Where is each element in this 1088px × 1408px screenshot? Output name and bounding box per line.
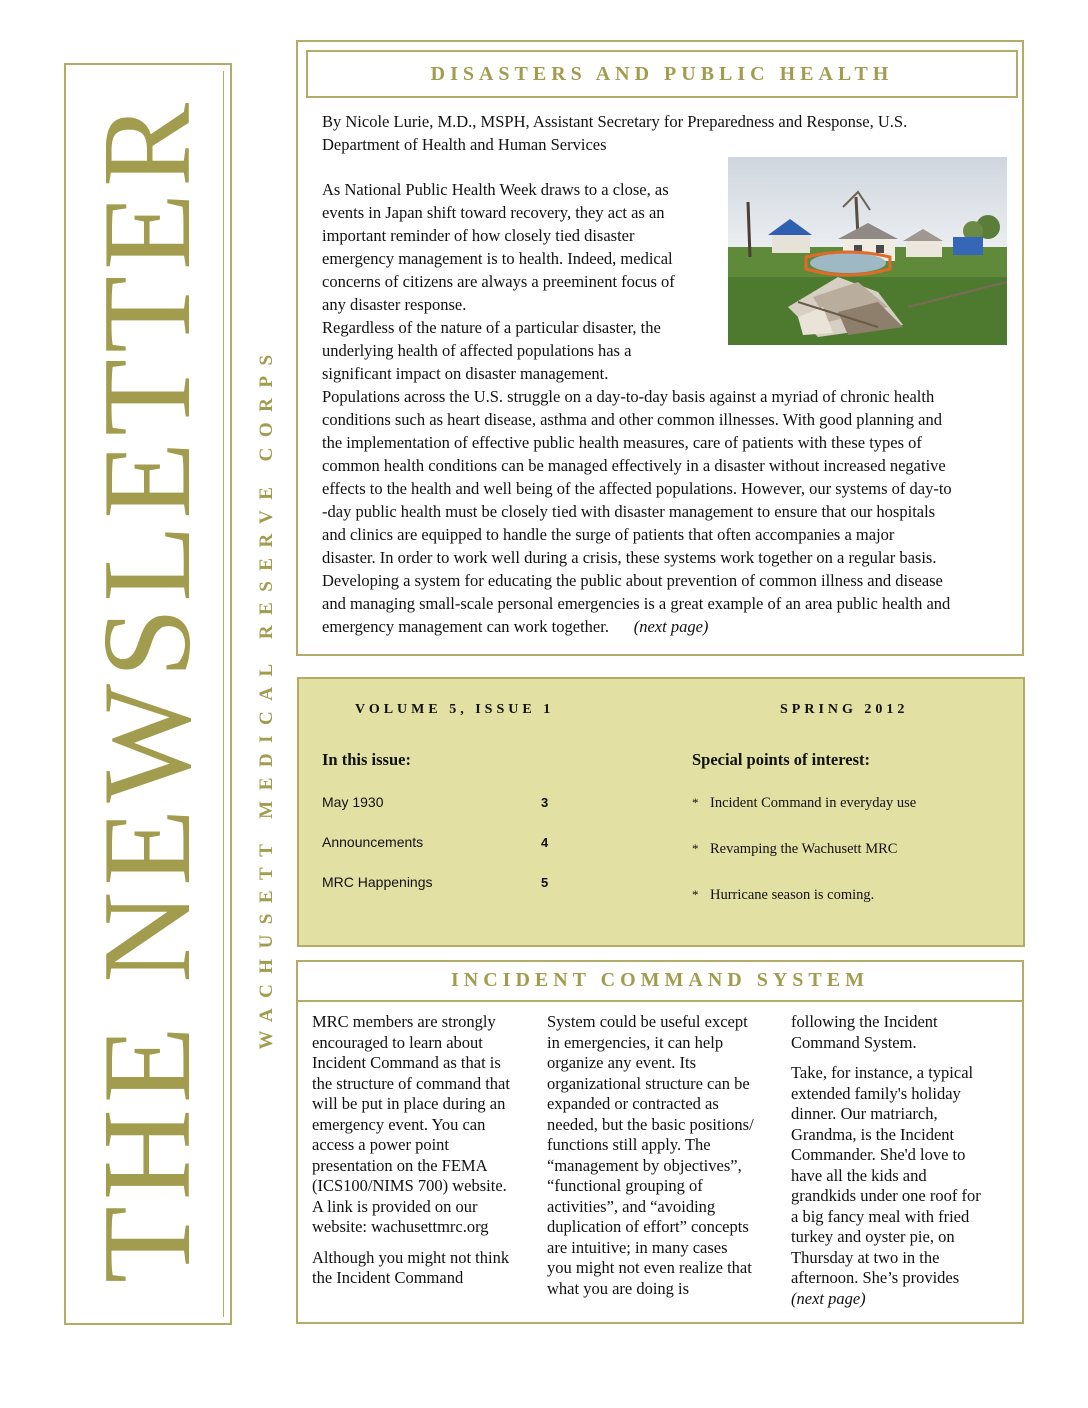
body-line: Although you might not think <box>312 1247 510 1267</box>
body-line: encouraged to learn about <box>312 1032 483 1052</box>
point-of-interest <box>692 841 897 858</box>
body-line: the Incident Command <box>312 1268 464 1287</box>
body-line: conditions such as heart disease, asthma and other common illnesses. With good planning and <box>322 410 942 429</box>
body-line: grandkids under one roof for <box>791 1186 981 1205</box>
body-line: are intuitive; in many cases <box>547 1237 728 1257</box>
body-line: you might not even realize that <box>547 1258 752 1277</box>
continued-link[interactable]: (next page) <box>791 1288 866 1308</box>
body-line: a big fancy meal with fried <box>791 1206 970 1226</box>
body-line: needed, but the basic positions/ <box>547 1114 754 1134</box>
body-line: will be put in place during an <box>312 1094 506 1113</box>
body-line: Regardless of the nature of a particular disaster, the <box>322 318 661 337</box>
body-line: important reminder of how closely tied disaster <box>322 226 635 245</box>
body-line: -day public health must be closely tied with disaster management to ensure that our hospitals <box>322 502 936 521</box>
body-line: disaster. In order to work well during a crisis, these systems work together on a regular basis. <box>322 548 937 567</box>
body-line: website: wachusettmrc.org <box>312 1217 489 1236</box>
body-line: Incident Command as that is <box>312 1053 501 1072</box>
toc-page-number: 4 <box>541 835 549 850</box>
byline-line: Department of Health and Human Services <box>322 135 607 154</box>
body-line: Command System. <box>791 1032 917 1052</box>
body-line: organizational structure can be <box>547 1073 750 1093</box>
body-line: (ICS100/NIMS 700) website. <box>312 1176 507 1195</box>
body-line: access a power point <box>312 1135 449 1154</box>
body-line: A link is provided on our <box>312 1196 478 1216</box>
body-line: Take, for instance, a typical <box>791 1063 974 1082</box>
body-line: functions still apply. The <box>547 1135 711 1154</box>
body-line: “functional grouping of <box>547 1176 703 1195</box>
body-line: in emergencies, it can help <box>547 1032 724 1052</box>
body-line: “management by objectives”, <box>547 1155 742 1175</box>
body-line: Thursday at two in the <box>791 1247 940 1267</box>
body-line: organize any event. Its <box>547 1053 697 1072</box>
article-body <box>322 178 952 638</box>
body-line: effects to the health and well being of the affected populations. However, our systems of day-to <box>322 479 952 498</box>
body-line: Developing a system for educating the public about prevention of common illness and disease <box>322 571 943 590</box>
point-of-interest <box>692 887 874 904</box>
toc-item[interactable]: Announcements <box>322 834 424 850</box>
body-line: underlying health of affected populations has a <box>322 341 632 360</box>
body-line: activities”, and “avoiding <box>547 1196 716 1216</box>
toc-item[interactable]: MRC Happenings <box>322 874 433 890</box>
point-text: Hurricane season is coming. <box>710 887 875 903</box>
body-line: significant impact on disaster management. <box>322 364 609 383</box>
body-line: expanded or contracted as <box>547 1094 719 1113</box>
body-line: System could be useful except <box>547 1012 748 1031</box>
asterisk-bullet-icon: * <box>692 887 699 902</box>
asterisk-bullet-icon: * <box>692 795 699 810</box>
toc-page-number: 5 <box>541 875 549 890</box>
body-line: the structure of command that <box>312 1073 510 1093</box>
article-heading: INCIDENT COMMAND SYSTEM <box>296 960 1024 1002</box>
special-points-heading: Special points of interest: <box>692 750 870 769</box>
point-text: Revamping the Wachusett MRC <box>710 841 898 857</box>
body-line: MRC members are strongly <box>312 1012 496 1031</box>
organization-label: WACHUSETT MEDICAL RESERVE CORPS <box>256 344 277 1050</box>
body-line: events in Japan shift toward recovery, they act as an <box>322 203 665 222</box>
byline-line: By Nicole Lurie, M.D., MSPH, Assistant Secretary for Preparedness and Response, U.S. <box>322 112 908 131</box>
in-this-issue-heading: In this issue: <box>322 750 411 769</box>
body-line-last <box>322 615 952 638</box>
body-line: As National Public Health Week draws to a close, as <box>322 180 669 199</box>
body-line: presentation on the FEMA <box>312 1155 488 1175</box>
article-column-2 <box>547 1012 754 1299</box>
point-of-interest <box>692 795 916 812</box>
body-line: have all the kids and <box>791 1165 927 1185</box>
body-line: duplication of effort” concepts <box>547 1217 749 1236</box>
body-line: following the Incident <box>791 1012 938 1031</box>
point-text: Incident Command in everyday use <box>710 795 917 811</box>
body-line: emergency event. You can <box>312 1114 486 1134</box>
body-line: what you are doing is <box>547 1278 690 1298</box>
article-heading: DISASTERS AND PUBLIC HEALTH <box>306 50 1018 98</box>
article-column-1 <box>312 1012 510 1289</box>
body-line: the implementation of effective public health measures, care of patients with these types of <box>322 433 922 452</box>
body-line: and clinics are equipped to handle the surge of patients that often accompanies a major <box>322 525 895 544</box>
body-line: Populations across the U.S. struggle on a day-to-day basis against a myriad of chronic health <box>322 387 935 406</box>
toc-page-number: 3 <box>541 795 549 810</box>
body-line: dinner. Our matriarch, <box>791 1104 938 1123</box>
article-column-3 <box>791 1012 981 1309</box>
body-line: emergency management is to health. Indeed, medical <box>322 249 673 268</box>
body-line: common health conditions can be managed effectively in a disaster without increased negative <box>322 456 946 475</box>
body-line: extended family's holiday <box>791 1083 961 1103</box>
body-line: any disaster response. <box>322 295 467 314</box>
article-byline <box>322 110 1012 156</box>
continued-link[interactable]: (next page) <box>633 617 709 636</box>
body-line: and managing small-scale personal emergencies is a great example of an area public health and <box>322 594 951 613</box>
issue-season: SPRING 2012 <box>780 702 909 717</box>
body-line-text: emergency management can work together. <box>322 617 609 636</box>
newsletter-title: THE NEWSLETTER <box>78 96 217 1284</box>
volume-issue: VOLUME 5, ISSUE 1 <box>355 702 555 717</box>
body-line: turkey and oyster pie, on <box>791 1227 955 1246</box>
body-line: afternoon. She’s provides <box>791 1268 960 1287</box>
body-line: concerns of citizens are always a preeminent focus of <box>322 272 675 291</box>
body-line: Grandma, is the Incident <box>791 1124 955 1144</box>
asterisk-bullet-icon: * <box>692 841 699 856</box>
body-line: Commander. She'd love to <box>791 1145 966 1164</box>
toc-item[interactable]: May 1930 <box>322 794 384 810</box>
